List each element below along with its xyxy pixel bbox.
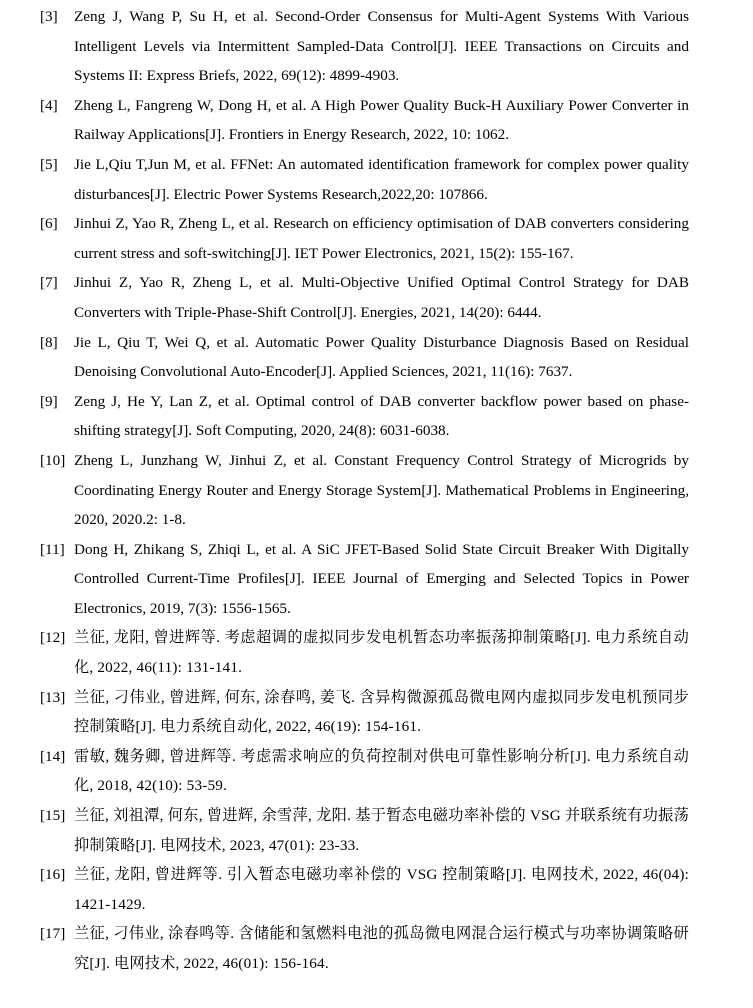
reference-text: Jinhui Z, Yao R, Zheng L, et al. Research on efficiency optimisation of DAB converters considering current stress and soft-switching[J]. IET Power Electronics, 2021, 15(2): 155-167.: [74, 215, 689, 262]
reference-text: 兰征, 龙阳, 曾进辉等. 引入暂态电磁功率补偿的 VSG 控制策略[J]. 电网技术, 2022, 46(04): 1421-1429.: [74, 866, 689, 913]
reference-item: [40, 742, 689, 801]
reference-text: 兰征, 龙阳, 曾进辉等. 考虑超调的虚拟同步发电机暂态功率振荡抑制策略[J]. 电力系统自动化, 2022, 46(11): 131-141.: [74, 629, 689, 677]
reference-item: [40, 535, 689, 624]
reference-number: [14]: [40, 747, 66, 765]
reference-item: [40, 387, 689, 446]
reference-item: [40, 446, 689, 535]
reference-number: [3]: [40, 8, 58, 25]
reference-item: [40, 209, 689, 268]
reference-item: [40, 623, 689, 682]
reference-number: [12]: [40, 629, 66, 647]
reference-number: [8]: [40, 333, 58, 351]
reference-text: 雷敏, 魏务卿, 曾进辉等. 考虑需求响应的负荷控制对供电可靠性影响分析[J]. 电力系统自动化, 2018, 42(10): 53-59.: [74, 747, 689, 795]
reference-item: [40, 2, 689, 91]
reference-item: [40, 268, 689, 327]
reference-item: [40, 91, 689, 150]
reference-text: Zheng L, Fangreng W, Dong H, et al. A High Power Quality Buck-H Auxiliary Power Converter in Railway Applications[J]. Frontiers in Energy Research, 2022, 10: 1062.: [74, 96, 689, 144]
reference-item: [40, 328, 689, 387]
reference-text: Dong H, Zhikang S, Zhiqi L, et al. A SiC JFET-Based Solid State Circuit Breaker With Digitally Controlled Current-Time Profiles[J]. IEEE Journal of Emerging and Selected Topics in Power Electronics, 2019, 7(3): 1556-1565.: [74, 540, 689, 617]
reference-item: [40, 919, 689, 978]
reference-item: [40, 860, 689, 919]
reference-text: Zeng J, Wang P, Su H, et al. Second-Order Consensus for Multi-Agent Systems With Various Intelligent Levels via Intermittent Sampled-Data Control[J]. IEEE Transactions on Circuits and Systems II: Express Briefs, 2022, 69(12): 4899-4903.: [74, 8, 689, 85]
reference-item: [40, 150, 689, 209]
reference-number: [9]: [40, 392, 58, 410]
reference-number: [5]: [40, 155, 58, 173]
reference-number: [15]: [40, 807, 66, 825]
reference-number: [10]: [40, 451, 66, 469]
reference-text: 兰征, 刁伟业, 曾进辉, 何东, 涂春鸣, 姜飞. 含异构微源孤岛微电网内虚拟同步发电机预同步控制策略[J]. 电力系统自动化, 2022, 46(19): 154-161.: [74, 688, 689, 736]
reference-text: Zeng J, He Y, Lan Z, et al. Optimal control of DAB converter backflow power based on phase-shifting strategy[J]. Soft Computing, 2020, 24(8): 6031-6038.: [74, 392, 689, 440]
reference-number: [11]: [40, 540, 65, 558]
reference-text: 兰征, 刁伟业, 涂春鸣等. 含储能和氢燃料电池的孤岛微电网混合运行模式与功率协调策略研究[J]. 电网技术, 2022, 46(01): 156-164.: [74, 925, 689, 972]
reference-item: [40, 801, 689, 860]
reference-number: [13]: [40, 688, 66, 706]
reference-text: Jinhui Z, Yao R, Zheng L, et al. Multi-Objective Unified Optimal Control Strategy for DAB Converters with Triple-Phase-Shift Control[J]. Energies, 2021, 14(20): 6444.: [74, 274, 689, 321]
reference-item: [40, 683, 689, 742]
reference-text: Zheng L, Junzhang W, Jinhui Z, et al. Constant Frequency Control Strategy of Microgrids by Coordinating Energy Router and Energy Storage System[J]. Mathematical Problems in Engineering, 2020, 2020.2: 1-8.: [74, 451, 689, 529]
reference-number: [16]: [40, 866, 66, 884]
reference-text: Jie L, Qiu T, Wei Q, et al. Automatic Power Quality Disturbance Diagnosis Based on Residual Denoising Convolutional Auto-Encoder[J]. Applied Sciences, 2021, 11(16): 7637.: [74, 333, 689, 381]
reference-number: [6]: [40, 215, 58, 233]
reference-text: Jie L,Qiu T,Jun M, et al. FFNet: An automated identification framework for complex power quality disturbances[J]. Electric Power Systems Research,2022,20: 107866.: [74, 155, 689, 203]
reference-number: [4]: [40, 96, 58, 114]
reference-number: [17]: [40, 925, 66, 943]
reference-text: 兰征, 刘祖潭, 何东, 曾进辉, 余雪萍, 龙阳. 基于暂态电磁功率补偿的 VSG 并联系统有功振荡抑制策略[J]. 电网技术, 2023, 47(01): 23-33.: [74, 807, 689, 854]
reference-number: [7]: [40, 274, 58, 292]
